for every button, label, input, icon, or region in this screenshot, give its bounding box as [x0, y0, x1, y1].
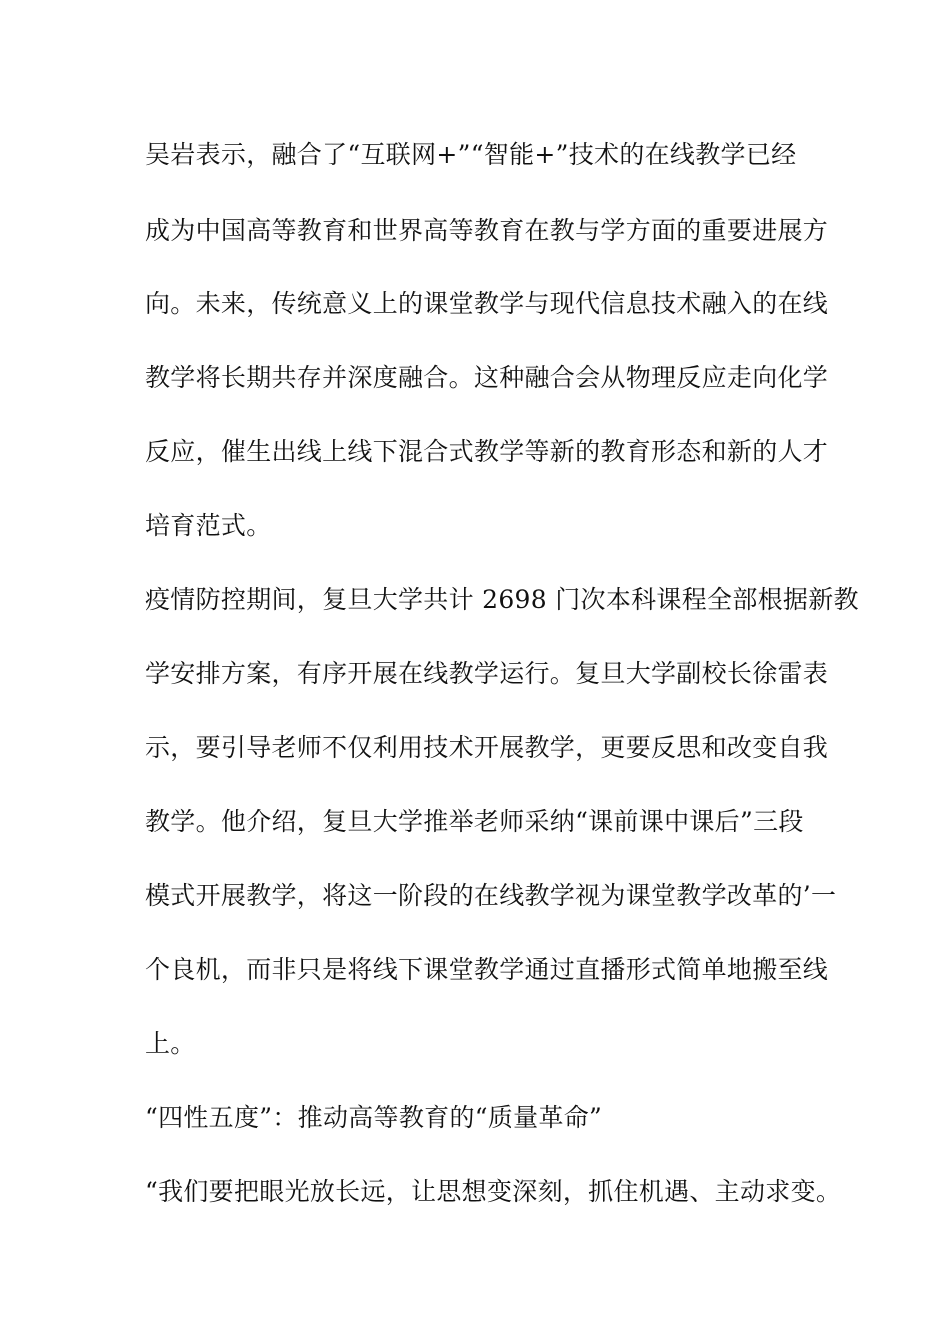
- paragraph-1-line-1: 吴岩表示，融合了“互联网+”“智能+”技术的在线教学已经: [145, 140, 797, 169]
- paragraph-1-line-4: 教学将长期共存并深度融合。这种融合会从物理反应走向化学: [145, 363, 829, 392]
- paragraph-1-line-3: 向。未来，传统意义上的课堂教学与现代信息技术融入的在线: [145, 289, 829, 318]
- paragraph-2-line-1: 疫情防控期间，复旦大学共计 2698 门次本科课程全部根据新教: [145, 585, 859, 614]
- paragraph-2-line-5: 模式开展教学，将这一阶段的在线教学视为课堂教学改革的’一: [145, 881, 837, 910]
- paragraph-1-line-2: 成为中国高等教育和世界高等教育在教与学方面的重要进展方: [145, 216, 829, 245]
- section-heading: “四性五度”：推动高等教育的“质量革命”: [145, 1103, 603, 1132]
- paragraph-2-line-7: 上。: [145, 1029, 196, 1058]
- quote-line: “我们要把眼光放长远，让思想变深刻，抓住机遇、主动求变。: [145, 1177, 842, 1206]
- paragraph-2-line-4: 教学。他介绍，复旦大学推举老师采纳“课前课中课后”三段: [145, 807, 804, 836]
- paragraph-2-line-3: 示，要引导老师不仅利用技术开展教学，更要反思和改变自我: [145, 733, 829, 762]
- paragraph-1-line-6: 培育范式。: [145, 511, 272, 540]
- paragraph-1-line-5: 反应，催生出线上线下混合式教学等新的教育形态和新的人才: [145, 437, 829, 466]
- paragraph-2-line-6: 个良机，而非只是将线下课堂教学通过直播形式简单地搬至线: [145, 955, 829, 984]
- paragraph-2-line-2: 学安排方案，有序开展在线教学运行。复旦大学副校长徐雷表: [145, 659, 829, 688]
